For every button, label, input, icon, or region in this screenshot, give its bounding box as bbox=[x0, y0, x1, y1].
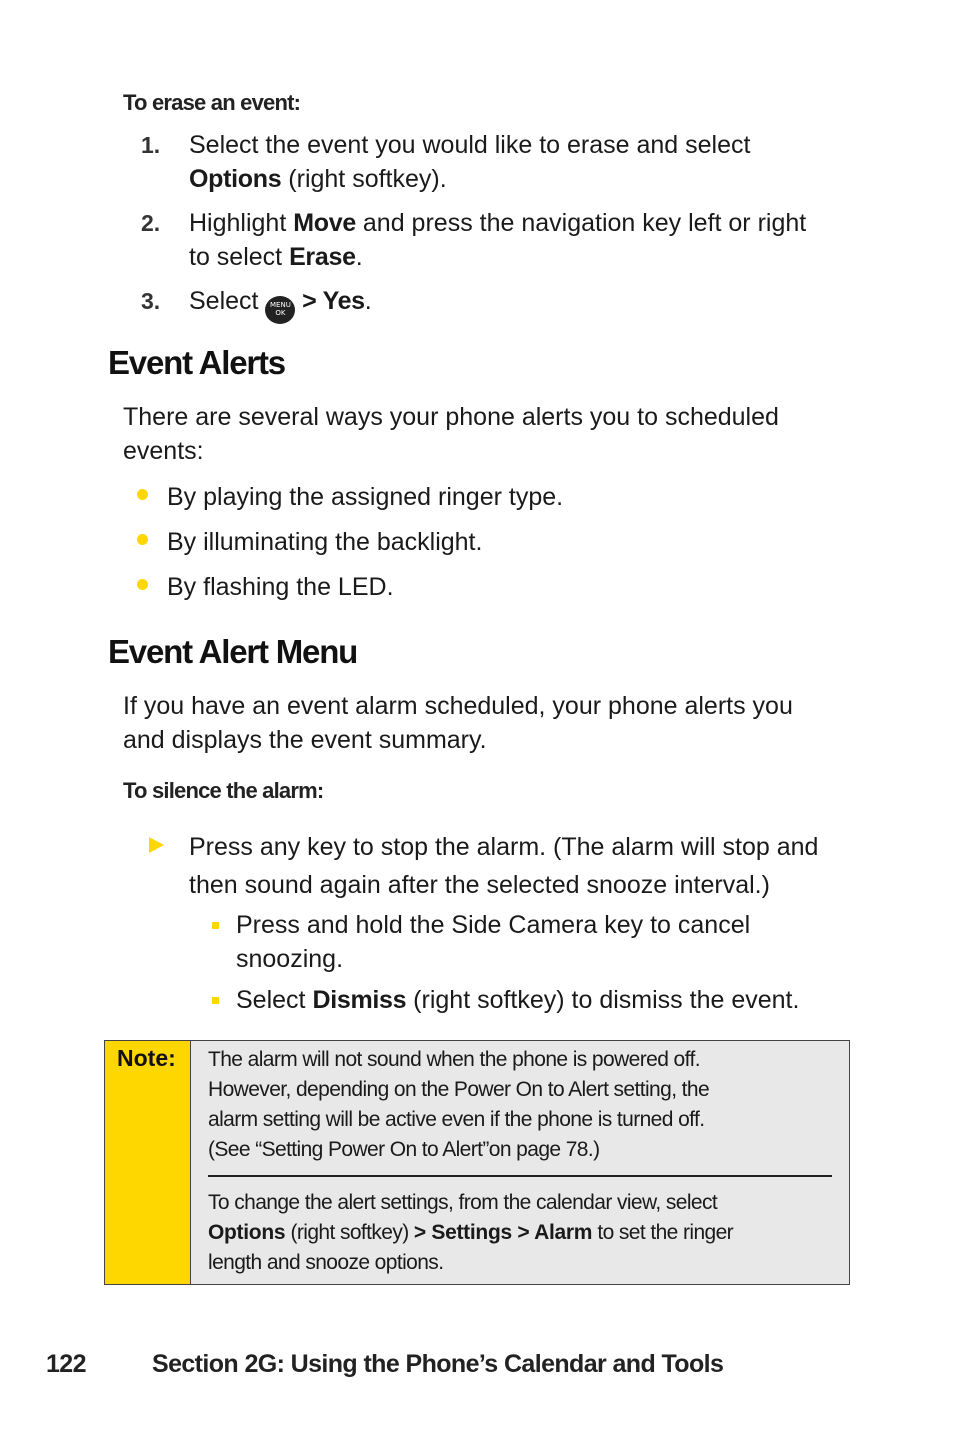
move-key: Move bbox=[293, 209, 356, 237]
note-divider bbox=[208, 1175, 832, 1177]
step-1 bbox=[189, 128, 889, 196]
step-1-line2 bbox=[189, 162, 889, 196]
sub-item bbox=[236, 908, 856, 976]
step-1-line1: Select the event you would like to erase and select bbox=[189, 131, 751, 159]
section-title: Section 2G: Using the Phone’s Calendar and Tools bbox=[152, 1350, 724, 1378]
note-text: (right softkey) bbox=[285, 1221, 414, 1244]
step-3-text: Select bbox=[189, 287, 266, 315]
note-line: However, depending on the Power On to Alert setting, the bbox=[208, 1078, 710, 1101]
step-2-text: to select bbox=[189, 243, 290, 271]
yes-key: > Yes bbox=[295, 287, 365, 315]
note-line: length and snooze options. bbox=[208, 1251, 444, 1274]
step-2-line1 bbox=[189, 206, 889, 240]
arrow-item-line: Press any key to stop the alarm. (The alarm will stop and bbox=[189, 833, 819, 861]
step-2-line2 bbox=[189, 240, 889, 274]
sub-item bbox=[236, 983, 856, 1017]
event-alert-menu-title: Event Alert Menu bbox=[108, 633, 358, 670]
silence-heading: To silence the alarm: bbox=[123, 778, 324, 803]
step-3-text: . bbox=[364, 287, 372, 315]
note-label-panel bbox=[105, 1041, 191, 1284]
note-paragraph-1 bbox=[208, 1045, 838, 1165]
options-key: Options bbox=[208, 1221, 286, 1244]
page-number: 122 bbox=[46, 1350, 86, 1378]
note-line: The alarm will not sound when the phone is powered off. bbox=[208, 1048, 700, 1071]
sub-item-text: (right softkey) to dismiss the event. bbox=[406, 986, 800, 1014]
arrow-item bbox=[189, 828, 869, 904]
menu-ok-key-icon bbox=[265, 296, 295, 324]
sub-item-line: Press and hold the Side Camera key to cancel bbox=[236, 911, 751, 939]
settings-alarm-path: > Settings > Alarm bbox=[413, 1221, 593, 1244]
dismiss-key: Dismiss bbox=[312, 986, 407, 1014]
step-1-text: (right softkey). bbox=[281, 165, 447, 193]
step-2-text: Highlight bbox=[189, 209, 294, 237]
note-line: (See “Setting Power On to Alert”on page 78.) bbox=[208, 1138, 600, 1161]
event-alerts-intro bbox=[123, 400, 853, 468]
step-number: 2. bbox=[141, 210, 161, 236]
menu-ok-bottom: OK bbox=[275, 309, 286, 317]
intro-line: events: bbox=[123, 437, 204, 465]
list-item: By flashing the LED. bbox=[167, 573, 394, 601]
note-label: Note: bbox=[117, 1045, 176, 1071]
step-2 bbox=[189, 206, 889, 274]
note-box bbox=[104, 1040, 850, 1285]
intro-line: There are several ways your phone alerts you to scheduled bbox=[123, 403, 779, 431]
step-2-text: . bbox=[355, 243, 363, 271]
sub-item-text: Select bbox=[236, 986, 313, 1014]
step-number: 1. bbox=[141, 132, 161, 158]
note-paragraph-2 bbox=[208, 1188, 838, 1278]
bullet-icon bbox=[137, 489, 148, 500]
erase-heading: To erase an event: bbox=[123, 90, 301, 115]
erase-key: Erase bbox=[289, 243, 356, 271]
menu-ok-top: MENU bbox=[270, 301, 291, 309]
intro-line: If you have an event alarm scheduled, your phone alerts you bbox=[123, 692, 793, 720]
bullet-icon bbox=[137, 579, 148, 590]
list-item: By playing the assigned ringer type. bbox=[167, 483, 564, 511]
list-item: By illuminating the backlight. bbox=[167, 528, 483, 556]
square-bullet-icon bbox=[212, 997, 219, 1004]
step-number: 3. bbox=[141, 288, 161, 314]
event-alerts-title: Event Alerts bbox=[108, 344, 285, 381]
arrow-item-line: then sound again after the selected snooze interval.) bbox=[189, 871, 770, 899]
options-key: Options bbox=[189, 165, 282, 193]
note-line bbox=[208, 1218, 838, 1248]
step-2-text: and press the navigation key left or right bbox=[355, 209, 807, 237]
event-alert-menu-intro bbox=[123, 689, 853, 757]
note-line: To change the alert settings, from the calendar view, select bbox=[208, 1191, 718, 1214]
note-text: to set the ringer bbox=[592, 1221, 734, 1244]
note-line: alarm setting will be active even if the phone is turned off. bbox=[208, 1108, 705, 1131]
sub-item-line: snoozing. bbox=[236, 945, 344, 973]
arrow-bullet-icon bbox=[149, 837, 164, 853]
step-3 bbox=[189, 284, 889, 324]
square-bullet-icon bbox=[212, 922, 219, 929]
intro-line: and displays the event summary. bbox=[123, 726, 487, 754]
bullet-icon bbox=[137, 534, 148, 545]
